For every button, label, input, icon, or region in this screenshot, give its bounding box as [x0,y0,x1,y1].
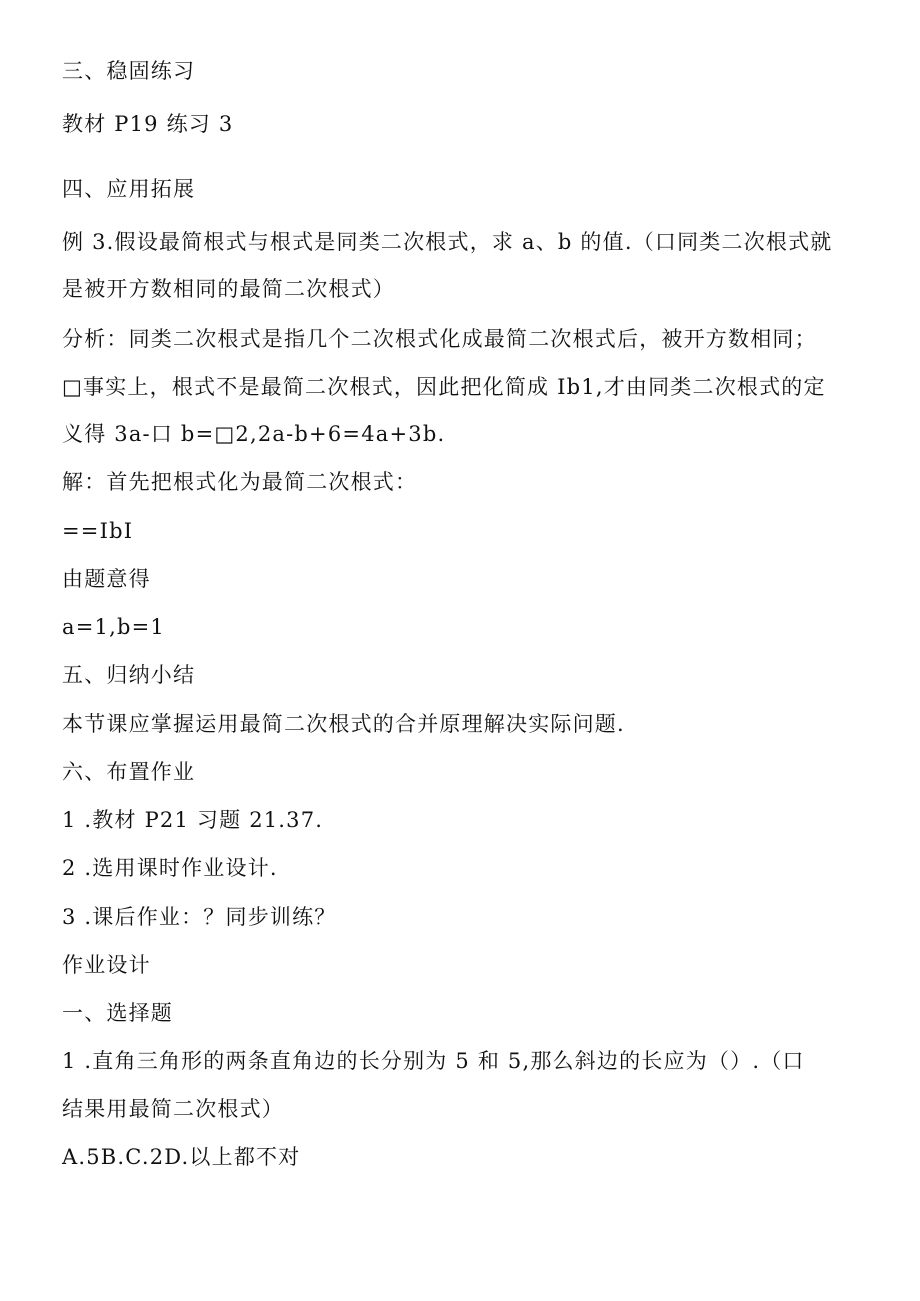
homework-item-1: 1 .教材 P21 习题 21.37. [62,808,324,832]
analysis-line-1: 分析：同类二次根式是指几个二次根式化成最简二次根式后，被开方数相同； [62,327,817,351]
homework-item-3: 3 .课后作业：？同步训练？ [62,905,337,929]
analysis-line-2: □事实上，根式不是最简二次根式，因此把化简成 Ib1,才由同类二次根式的定 [62,375,826,399]
analysis-line-3: 义得 3a-口 b=□2,2a-b+6=4a+3b. [62,422,446,446]
question-1-line-2: 结果用最简二次根式） [62,1097,284,1121]
multiple-choice-heading: 一、选择题 [62,1001,173,1025]
section-heading-consolidation: 三、稳固练习 [62,59,196,83]
homework-design-heading: 作业设计 [62,953,151,977]
section-heading-application: 四、应用拓展 [62,177,196,201]
example-3-line-2: 是被开方数相同的最简二次根式） [62,277,395,301]
solution-line: 解：首先把根式化为最简二次根式： [62,470,418,494]
textbook-exercise-line: 教材 P19 练习 3 [62,112,234,136]
section-heading-summary: 五、归纳小结 [62,663,196,687]
answer-line: a=1,b=1 [62,615,165,639]
homework-item-2: 2 .选用课时作业设计. [62,856,278,880]
equation-line: ==IbI [62,519,134,543]
from-the-problem-line: 由题意得 [62,567,151,591]
question-1-options: A.5B.C.2D.以上都不对 [62,1145,301,1169]
example-3-line-1: 例 3.假设最简根式与根式是同类二次根式，求 a、b 的值.（口同类二次根式就 [62,230,833,254]
section-heading-homework: 六、布置作业 [62,760,196,784]
summary-text: 本节课应掌握运用最简二次根式的合并原理解决实际问题. [62,712,625,736]
question-1-line-1: 1 .直角三角形的两条直角边的长分别为 5 和 5,那么斜边的长应为（）.（口 [62,1049,805,1073]
